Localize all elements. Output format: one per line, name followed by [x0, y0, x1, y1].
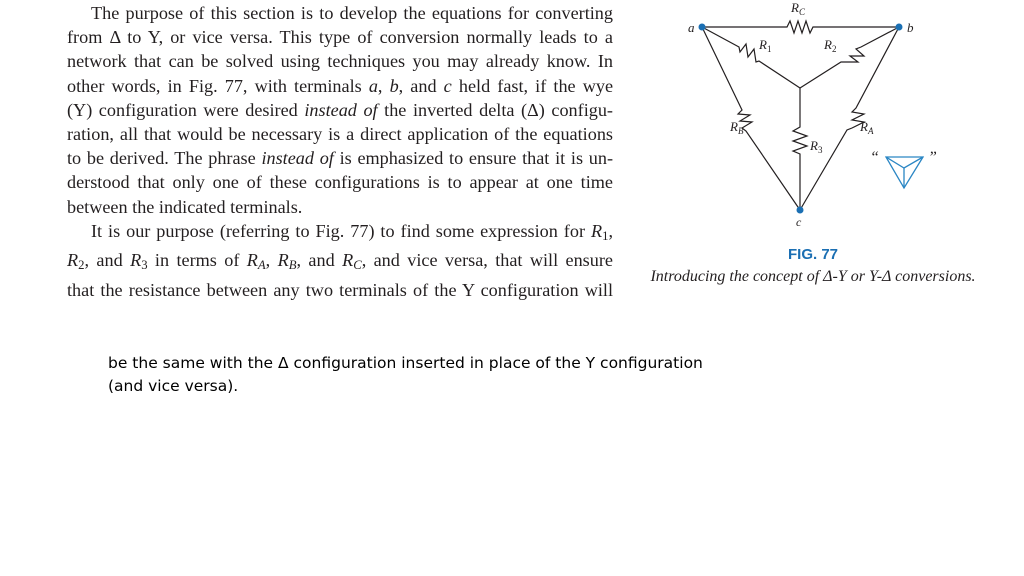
text-line: that the resistance between any two terminals of the Y configuration will	[67, 279, 613, 300]
terminal-b-label: b	[907, 20, 914, 35]
resistor-r1-label: $R_1$	[759, 37, 772, 54]
text-line: (Y) configuration were desired instead of the inverted delta (Δ) configu-	[67, 99, 613, 120]
terminal-c-label: c	[796, 215, 802, 229]
circuit-wires	[702, 21, 899, 210]
text-line: to be derived. The phrase instead of is emphasized to ensure that it is un-	[67, 148, 614, 169]
emphasis: instead of	[304, 99, 378, 120]
terminal-a-node	[699, 24, 706, 31]
text-line: derstood that only one of these configurations is to appear at one time	[67, 172, 613, 193]
terminal-a-label: a	[688, 20, 695, 35]
text-line: from Δ to Y, or vice versa. This type of conversion normally leads to a	[67, 27, 613, 48]
quote-open: “	[870, 149, 879, 166]
slide-note-line: be the same with the Δ configuration inserted in place of the Y configuration	[108, 354, 703, 372]
text-line: ration, all that would be necessary is a direct application of the equations	[67, 124, 613, 145]
quote-close: ”	[928, 149, 937, 166]
slide-note	[108, 352, 748, 398]
textbook-excerpt	[67, 1, 613, 302]
resistor-rc-label: $R_C$	[791, 0, 805, 17]
text-line: $R_2$, and $R_3$ in terms of $R_A$, $R_B$, and $R_C$, and vice versa, that will ensure	[67, 250, 613, 273]
delta-wye-circuit-diagram	[680, 0, 937, 230]
text-line: between the indicated terminals.	[67, 196, 303, 217]
text-line: The purpose of this section is to develop the equations for converting	[91, 3, 613, 23]
terminal-b-node	[896, 24, 903, 31]
resistor-ra-label: $R_A$	[860, 119, 874, 136]
terminal-c-node	[797, 207, 804, 214]
figure-caption: Introducing the concept of Δ-Y or Y-Δ conversions.	[650, 268, 976, 285]
text-line: network that can be solved using techniques you may already know. In	[67, 51, 613, 72]
resistor-r2-label: $R_2$	[824, 37, 837, 54]
resistor-r3-label: $R_3$	[810, 138, 823, 155]
resistor-rb-label: $R_B$	[730, 119, 744, 136]
text-line: other words, in Fig. 77, with terminals a, b, and c held fast, if the wye	[67, 75, 614, 96]
emphasis: instead of	[261, 148, 334, 169]
delta-wye-symbol-icon	[886, 157, 923, 188]
slide-note-line: (and vice versa).	[108, 377, 239, 395]
figure-label: FIG. 77	[787, 246, 839, 263]
text-line: It is our purpose (referring to Fig. 77) to find some expression for $R_1$,	[91, 220, 613, 243]
